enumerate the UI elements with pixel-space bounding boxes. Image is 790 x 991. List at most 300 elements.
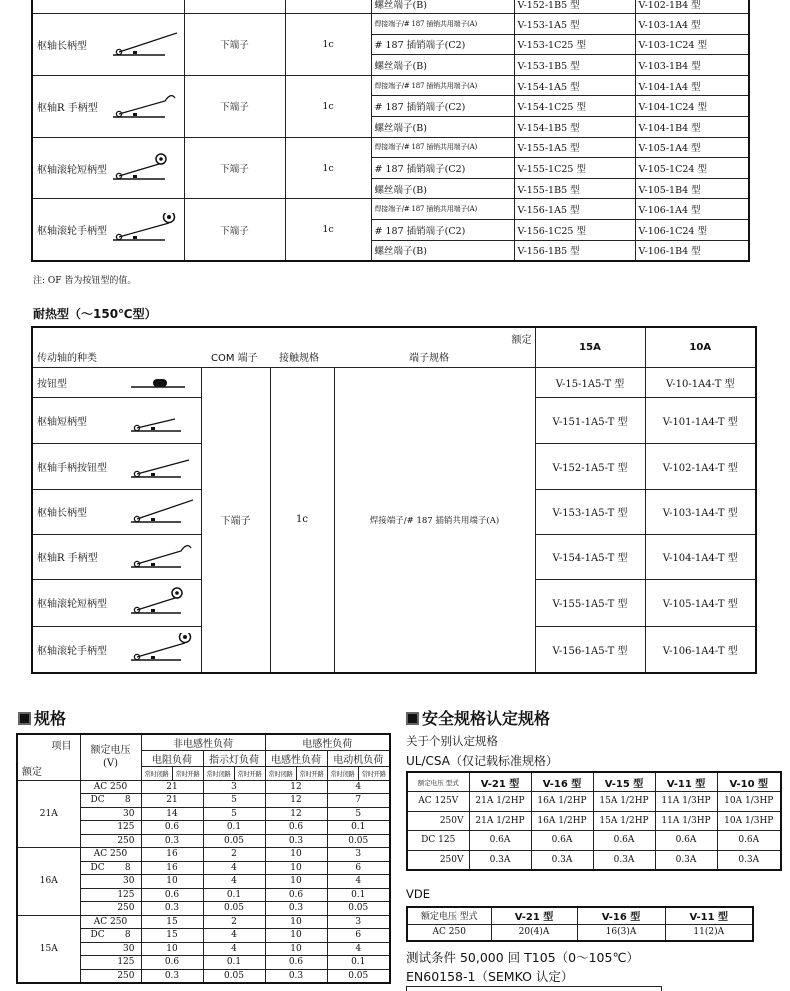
rating-value-cell: 0.3A (593, 850, 655, 870)
terminal-spec-cell: 焊接端子/# 187 插销共用端子(A) (371, 199, 514, 220)
dc-label: DC (90, 930, 105, 941)
load-value-cell: 0.05 (203, 969, 265, 983)
voltage-cell (80, 821, 141, 835)
model-10a-cell: V-106-1B4 型 (635, 240, 749, 261)
nc-header: 常时闭路 (141, 767, 172, 781)
rating-value-cell: 16(3)A (577, 924, 665, 941)
load-type-header: 电动机负荷 (327, 751, 390, 767)
safety-section-title: 安全规格认定规格 (406, 706, 550, 729)
model-15a-cell: V-153-1B5 型 (514, 55, 635, 76)
voltage-label: 额定电压 (V) (90, 745, 131, 770)
terminal-spec-cell: 焊接端子/# 187 插销共用端子(A) (334, 367, 535, 673)
table-row (32, 0, 749, 14)
contact-spec-cell: 1c (270, 367, 334, 673)
load-value-cell: 16 (141, 861, 203, 875)
model-10a-cell: V-104-1C24 型 (635, 96, 749, 117)
model-10a-cell: V-103-1C24 型 (635, 34, 749, 55)
com-terminal-cell: 下端子 (184, 137, 285, 199)
rating-cell: 15A (17, 915, 80, 983)
contact-spec-cell: 1c (285, 75, 371, 137)
voltage-cell: 250V (407, 811, 469, 831)
load-type-header: 电感性负荷 (265, 751, 327, 767)
rating-value-cell: 0.6A (593, 831, 655, 851)
voltage-value: 125 (117, 822, 135, 833)
model-10a-cell: V-105-1A4-T 型 (645, 579, 756, 626)
dc-label: DC (90, 862, 105, 873)
terminal-spec-cell: # 187 插销端子(C2) (371, 220, 514, 241)
actuator-cell (32, 626, 201, 673)
model-15a-cell: V-152-1B5 型 (514, 0, 635, 14)
actuator-cell (32, 534, 201, 579)
rating-cell: 21A (17, 780, 80, 848)
voltage-value: 250 (117, 835, 135, 846)
no-header: 常时开路 (172, 767, 203, 781)
nc-header: 常时闭路 (203, 767, 234, 781)
load-value-cell: 0.1 (203, 956, 265, 970)
voltage-cell (80, 942, 141, 956)
voltage-value: 8 (124, 862, 131, 873)
load-value-cell: 0.6 (141, 888, 203, 902)
dc-label: DC (90, 795, 105, 806)
actuator-name: 枢轴长柄型 (37, 40, 87, 52)
model-10a-cell: V-10-1A4-T 型 (645, 367, 756, 397)
terminal-spec-cell: 焊接端子/# 187 插销共用端子(A) (371, 137, 514, 158)
voltage-cell: 250V (407, 850, 469, 870)
load-value-cell: 0.6 (141, 821, 203, 835)
individual-cert-label: 关于个别认定规格 (406, 734, 498, 748)
actuator-cell (32, 14, 184, 76)
com-cell (184, 0, 285, 14)
contact-spec-cell: 1c (285, 137, 371, 199)
load-value-cell: 21 (141, 780, 203, 794)
rating-value-cell: 0.3A (469, 850, 531, 870)
load-value-cell: 0.1 (327, 821, 390, 835)
model-10a-cell: V-106-1A4-T 型 (645, 626, 756, 673)
vde-header-row (407, 907, 753, 924)
actuator-cell (32, 397, 201, 443)
model-15a-cell: V-153-1A5 型 (514, 14, 635, 35)
load-value-cell: 0.1 (203, 821, 265, 835)
load-type-header: 指示灯负荷 (203, 751, 265, 767)
table-row (17, 915, 390, 929)
com-header: COM 端子 (211, 352, 258, 364)
load-value-cell: 21 (141, 794, 203, 808)
actuator-cell (32, 75, 184, 137)
test-condition: 测试条件 50,000 回 T105（0～105℃） (406, 950, 640, 965)
voltage-cell (80, 834, 141, 848)
item-rating-header (17, 734, 80, 780)
pivot-roller-short-lever-icon (129, 586, 193, 619)
rating-value-cell: 11(2)A (665, 924, 753, 941)
model-15a-cell: V-156-1C25 型 (514, 220, 635, 241)
heat-resistant-table (31, 326, 757, 674)
contact-cell (285, 0, 371, 14)
load-value-cell: 6 (327, 929, 390, 943)
model-15a-cell: V-155-1C25 型 (514, 158, 635, 179)
actuator-wrap (37, 540, 197, 573)
model-15a-cell: V-15-1A5-T 型 (535, 367, 645, 397)
voltage-value: AC 250 (93, 781, 128, 792)
load-value-cell: 5 (327, 807, 390, 821)
rating-value-cell: 0.6A (717, 831, 781, 851)
actuator-name: 枢轴滚轮短柄型 (37, 599, 107, 610)
model-10a-cell: V-106-1C24 型 (635, 220, 749, 241)
pivot-long-lever-icon (111, 28, 177, 61)
no-header: 常时开路 (234, 767, 265, 781)
actuator-wrap (37, 213, 181, 246)
next-table-edge (406, 986, 662, 991)
load-value-cell: 0.3 (141, 834, 203, 848)
table-row (32, 367, 756, 397)
actuator-cell (32, 443, 201, 489)
table-row (32, 14, 749, 35)
load-value-cell: 3 (327, 915, 390, 929)
load-value-cell: 0.3 (141, 902, 203, 916)
load-value-cell: 4 (203, 942, 265, 956)
load-value-cell: 5 (203, 807, 265, 821)
model-header: V-16 型 (577, 907, 665, 924)
load-value-cell: 0.3 (265, 902, 327, 916)
model-15a-cell: V-154-1A5 型 (514, 75, 635, 96)
contact-header: 接触规格 (279, 352, 319, 364)
actuator-name: 枢轴手柄按钮型 (37, 462, 107, 474)
load-value-cell: 4 (327, 780, 390, 794)
ul-csa-label: UL/CSA（仅记载标准规格） (406, 754, 558, 768)
actuator-wrap (37, 152, 181, 185)
actuator-name: 枢轴短柄型 (37, 416, 87, 428)
vde-table (406, 906, 754, 942)
terminal-spec-cell: 焊接端子/# 187 插销共用端子(A) (371, 75, 514, 96)
voltage-cell (80, 969, 141, 983)
load-value-cell: 4 (327, 942, 390, 956)
model-10a-cell: V-103-1A4 型 (635, 14, 749, 35)
actuator-cell (32, 199, 184, 261)
model-header: V-11 型 (665, 907, 753, 924)
load-value-cell: 7 (327, 794, 390, 808)
actuator-name: 枢轴R 手柄型 (37, 553, 98, 564)
voltage-type-header: 额定电压 型式 (407, 907, 491, 924)
rating-value-cell: 20(4)A (491, 924, 577, 941)
load-value-cell: 10 (265, 942, 327, 956)
pivot-roller-short-lever-icon (111, 152, 177, 185)
spec-section-title: 规格 (18, 706, 66, 729)
item-label: 项目 (51, 741, 72, 752)
table-row (407, 811, 781, 831)
load-value-cell: 0.6 (265, 956, 327, 970)
contact-spec-cell: 1c (285, 14, 371, 76)
model-15a-cell: V-153-1A5-T 型 (535, 489, 645, 534)
rating-value-cell: 15A 1/2HP (593, 792, 655, 812)
noninductive-header: 非电感性负荷 (141, 734, 265, 751)
terminal-spec-cell: 螺丝端子(B) (371, 240, 514, 261)
load-value-cell: 3 (203, 780, 265, 794)
spec-header-row (17, 734, 390, 751)
pivot-r-lever-icon (111, 90, 177, 123)
load-value-cell: 10 (265, 929, 327, 943)
voltage-value: 8 (124, 930, 131, 941)
model-15a-cell: V-155-1B5 型 (514, 178, 635, 199)
terminal-header: 端子规格 (409, 352, 449, 364)
actuator-name: 枢轴R 手柄型 (37, 102, 98, 114)
load-value-cell: 0.1 (327, 888, 390, 902)
voltage-cell (80, 956, 141, 970)
terminal-spec-cell: 螺丝端子(B) (371, 55, 514, 76)
model-15a-cell: V-154-1B5 型 (514, 117, 635, 138)
load-value-cell: 3 (327, 848, 390, 862)
model-header: V-16 型 (531, 772, 593, 792)
terminal-spec-cell: # 187 插销端子(C2) (371, 96, 514, 117)
actuator-wrap (37, 450, 197, 483)
square-bullet-icon (406, 712, 419, 725)
pivot-roller-lever-icon (111, 213, 177, 246)
rating-value-cell: 15A 1/2HP (593, 811, 655, 831)
actuator-wrap (37, 90, 181, 123)
model-10a-cell: V-102-1A4-T 型 (645, 443, 756, 489)
load-value-cell: 0.05 (203, 834, 265, 848)
load-value-cell: 0.6 (265, 821, 327, 835)
model-15a-cell: V-156-1A5 型 (514, 199, 635, 220)
load-value-cell: 0.3 (141, 969, 203, 983)
pivot-short-lever-icon (129, 404, 193, 437)
actuator-name: 枢轴滚轮手柄型 (37, 645, 107, 657)
pivot-long-lever-icon (129, 495, 193, 528)
load-value-cell: 12 (265, 807, 327, 821)
model-10a-cell: V-105-1C24 型 (635, 158, 749, 179)
load-value-cell: 4 (203, 875, 265, 889)
actuator-wrap (37, 586, 197, 619)
header-15a: 15A (535, 327, 645, 367)
model-15a-cell: V-151-1A5-T 型 (535, 397, 645, 443)
com-terminal-cell: 下端子 (184, 14, 285, 76)
en-standard: EN60158-1（SEMKO 认定） (406, 969, 574, 984)
model-header: V-21 型 (491, 907, 577, 924)
load-value-cell: 0.3 (265, 969, 327, 983)
model-header: V-11 型 (655, 772, 717, 792)
voltage-header (80, 734, 141, 780)
table-row (407, 924, 753, 941)
load-value-cell: 0.05 (203, 902, 265, 916)
voltage-cell (80, 875, 141, 889)
load-value-cell: 0.3 (265, 834, 327, 848)
table-row (407, 831, 781, 851)
rating-value-cell: 11A 1/3HP (655, 811, 717, 831)
voltage-value: 30 (123, 808, 135, 819)
vde-label: VDE (406, 887, 430, 901)
voltage-cell (80, 807, 141, 821)
load-value-cell: 0.6 (265, 888, 327, 902)
rating-value-cell: 21A 1/2HP (469, 792, 531, 812)
model-10a-cell: V-102-1B4 型 (635, 0, 749, 14)
rating-value-cell: 10A 1/3HP (717, 811, 781, 831)
table-row (407, 792, 781, 812)
terminal-spec-cell: 螺丝端子(B) (371, 117, 514, 138)
voltage-cell (80, 861, 141, 875)
load-value-cell: 10 (265, 875, 327, 889)
load-value-cell: 4 (203, 929, 265, 943)
actuator-name: 枢轴长柄型 (37, 508, 87, 519)
rating-value-cell: 0.6A (531, 831, 593, 851)
com-terminal-cell: 下端子 (184, 199, 285, 261)
load-value-cell: 15 (141, 915, 203, 929)
voltage-value: 125 (117, 889, 135, 900)
pivot-r-lever-icon (129, 540, 193, 573)
load-value-cell: 0.05 (327, 834, 390, 848)
voltage-cell (80, 888, 141, 902)
load-value-cell: 0.6 (141, 956, 203, 970)
load-value-cell: 10 (141, 942, 203, 956)
terminal-spec-cell: 焊接端子/# 187 插销共用端子(A) (371, 14, 514, 35)
voltage-type-header: 额定电压 型式 (407, 772, 469, 792)
actuator-wrap (37, 633, 197, 666)
rating-value-cell: 10A 1/3HP (717, 792, 781, 812)
footnote: 注: OF 皆为按钮型的值。 (33, 276, 137, 286)
voltage-value: 250 (117, 970, 135, 981)
load-value-cell: 4 (203, 861, 265, 875)
rating-label: 额定 (22, 766, 42, 778)
model-10a-cell: V-103-1B4 型 (635, 55, 749, 76)
spec-table (16, 733, 391, 984)
rating-value-cell: 0.3A (531, 850, 593, 870)
model-header: V-15 型 (593, 772, 655, 792)
com-terminal-cell: 下端子 (184, 75, 285, 137)
table-row (17, 848, 390, 862)
terminal-spec-cell: 螺丝端子(B) (371, 0, 514, 14)
voltage-cell: AC 125V (407, 792, 469, 812)
rating-value-cell: 0.6A (655, 831, 717, 851)
model-15a-cell: V-156-1B5 型 (514, 240, 635, 261)
model-10a-cell: V-104-1A4-T 型 (645, 534, 756, 579)
model-15a-cell: V-155-1A5-T 型 (535, 579, 645, 626)
model-15a-cell: V-156-1A5-T 型 (535, 626, 645, 673)
product-table-top (31, 0, 750, 262)
terminal-spec-cell: 螺丝端子(B) (371, 178, 514, 199)
actuator-cell (32, 489, 201, 534)
model-10a-cell: V-105-1A4 型 (635, 137, 749, 158)
load-value-cell: 10 (265, 848, 327, 862)
com-terminal-cell: 下端子 (201, 367, 270, 673)
ul-csa-table (406, 771, 782, 871)
voltage-value: 30 (123, 943, 135, 954)
actuator-cell (32, 137, 184, 199)
model-10a-cell: V-105-1B4 型 (635, 178, 749, 199)
load-value-cell: 0.05 (327, 969, 390, 983)
actuator-name: 枢轴滚轮短柄型 (37, 164, 107, 176)
no-header: 常时开路 (358, 767, 390, 781)
actuator-wrap (37, 372, 197, 393)
no-header: 常时开路 (296, 767, 327, 781)
table-row (17, 780, 390, 794)
actuator-header: 传动轴的种类 (37, 352, 97, 364)
load-value-cell: 0.1 (327, 956, 390, 970)
load-value-cell: 10 (265, 861, 327, 875)
load-value-cell: 12 (265, 780, 327, 794)
actuator-wrap (37, 495, 197, 528)
load-value-cell: 0.1 (203, 888, 265, 902)
voltage-cell (80, 902, 141, 916)
actuator-cell (32, 579, 201, 626)
rating-value-cell: 0.6A (469, 831, 531, 851)
rating-value-cell: 16A 1/2HP (531, 811, 593, 831)
model-10a-cell: V-106-1A4 型 (635, 199, 749, 220)
load-value-cell: 16 (141, 848, 203, 862)
actuator-name: 按钮型 (37, 378, 67, 390)
load-value-cell: 0.05 (327, 902, 390, 916)
actuator-cell (32, 367, 201, 397)
load-value-cell: 10 (265, 915, 327, 929)
model-15a-cell: V-152-1A5-T 型 (535, 443, 645, 489)
header-10a: 10A (645, 327, 756, 367)
nc-header: 常时闭路 (327, 767, 358, 781)
actuator-cell (32, 0, 184, 14)
voltage-cell (80, 848, 141, 862)
rating-cell: 16A (17, 848, 80, 916)
load-value-cell: 2 (203, 915, 265, 929)
voltage-cell (80, 915, 141, 929)
table-row (407, 850, 781, 870)
nc-header: 常时闭路 (265, 767, 296, 781)
model-10a-cell: V-101-1A4-T 型 (645, 397, 756, 443)
load-value-cell: 4 (327, 875, 390, 889)
model-header: V-10 型 (717, 772, 781, 792)
table-row (32, 137, 749, 158)
voltage-value: 250 (117, 903, 135, 914)
voltage-cell (80, 780, 141, 794)
model-15a-cell: V-154-1C25 型 (514, 96, 635, 117)
model-10a-cell: V-103-1A4-T 型 (645, 489, 756, 534)
load-value-cell: 6 (327, 861, 390, 875)
rating-value-cell: 21A 1/2HP (469, 811, 531, 831)
model-15a-cell: V-153-1C25 型 (514, 34, 635, 55)
ul-header-row (407, 772, 781, 792)
heat-section-title: 耐热型（～150℃型） (33, 307, 157, 321)
actuator-wrap (37, 404, 197, 437)
load-value-cell: 14 (141, 807, 203, 821)
voltage-value: 30 (123, 876, 135, 887)
rating-value-cell: 11A 1/3HP (655, 792, 717, 812)
pin-plunger-icon (129, 372, 193, 393)
actuator-name: 枢轴滚轮手柄型 (37, 226, 107, 238)
actuator-wrap (37, 28, 181, 61)
load-value-cell: 2 (203, 848, 265, 862)
table-row (32, 199, 749, 220)
load-value-cell: 12 (265, 794, 327, 808)
heat-header-left (32, 327, 535, 367)
voltage-cell (80, 929, 141, 943)
load-value-cell: 5 (203, 794, 265, 808)
model-10a-cell: V-104-1A4 型 (635, 75, 749, 96)
rated-label: 额定 (511, 335, 532, 346)
terminal-spec-cell: # 187 插销端子(C2) (371, 158, 514, 179)
contact-spec-cell: 1c (285, 199, 371, 261)
rating-value-cell: 0.3A (655, 850, 717, 870)
rating-value-cell: 16A 1/2HP (531, 792, 593, 812)
square-bullet-icon (18, 712, 31, 725)
voltage-cell: DC 125 (407, 831, 469, 851)
voltage-value: AC 250 (93, 916, 128, 927)
pivot-roller-lever-icon (129, 633, 193, 666)
model-header: V-21 型 (469, 772, 531, 792)
pivot-lever-plunger-icon (129, 450, 193, 483)
rating-value-cell: 0.3A (717, 850, 781, 870)
voltage-value: AC 250 (93, 849, 128, 860)
inductive-header: 电感性负荷 (265, 734, 390, 751)
model-10a-cell: V-104-1B4 型 (635, 117, 749, 138)
load-type-header: 电阻负荷 (141, 751, 203, 767)
terminal-spec-cell: # 187 插销端子(C2) (371, 34, 514, 55)
load-value-cell: 15 (141, 929, 203, 943)
voltage-value: 8 (124, 795, 131, 806)
model-15a-cell: V-155-1A5 型 (514, 137, 635, 158)
